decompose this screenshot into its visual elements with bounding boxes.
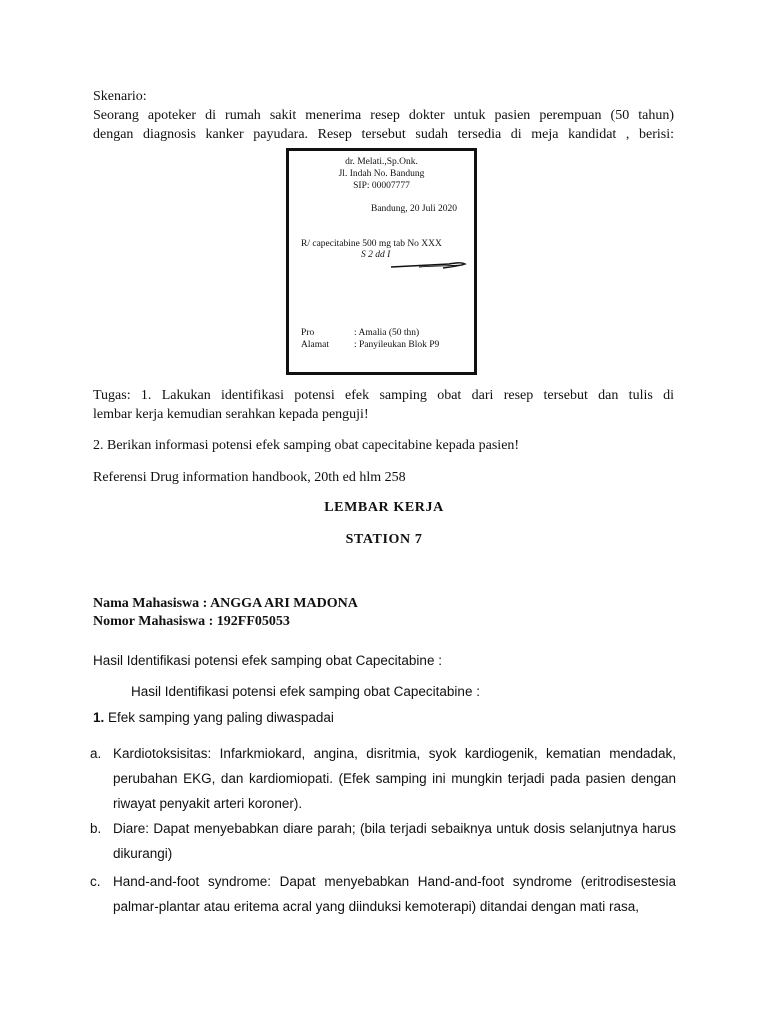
list-marker: b.	[90, 821, 102, 836]
list-marker: c.	[90, 874, 101, 889]
scenario-line-1: Seorang apoteker di rumah sakit menerima resep dokter untuk pasien perempuan (50 tahun)	[93, 108, 674, 123]
worksheet-title: LEMBAR KERJA	[324, 500, 444, 515]
patient-pro-value: : Amalia (50 thn)	[354, 328, 420, 338]
results-heading-2: Hasil Identifikasi potensi efek samping obat Capecitabine :	[131, 684, 480, 699]
list-item-text: Diare: Dapat menyebabkan diare parah; (bila terjadi sebaiknya untuk dosis selanjutnya harus dikurangi)	[113, 821, 676, 861]
list-marker: a.	[90, 746, 102, 761]
prescription-signa: S 2 dd I	[361, 250, 391, 260]
student-name-row	[93, 595, 358, 613]
task-1-line-1: Tugas: 1. Lakukan identifikasi potensi efek samping obat dari resep tersebut dan tulis di	[93, 388, 674, 403]
student-name-value: ANGGA ARI MADONA	[210, 596, 358, 611]
section-number: 1.	[93, 710, 105, 725]
section-title: Efek samping yang paling diwaspadai	[104, 710, 334, 725]
patient-pro-label: Pro	[301, 328, 315, 338]
prescription-doctor: dr. Melati.,Sp.Onk.	[345, 157, 418, 167]
student-name-label: Nama Mahasiswa :	[93, 596, 211, 611]
prescription-date: Bandung, 20 Juli 2020	[371, 204, 458, 214]
scenario-line-2: dengan diagnosis kanker payudara. Resep tersebut sudah tersedia di meja kandidat , berisi:	[93, 127, 674, 142]
prescription-box	[286, 148, 477, 375]
list-item-text: Kardiotoksisitas: Infarkmiokard, angina, disritmia, syok kardiogenik, kematian mendadak, perubahan EKG, dan kardiomiopati. (Efek samping ini mungkin terjadi pada pasien dengan riwayat penyakit arteri koroner).	[113, 746, 676, 811]
reference: Referensi Drug information handbook, 20th ed hlm 258	[93, 470, 406, 485]
section-1-title-row	[93, 710, 334, 725]
prescription-rx-line: R/ capecitabine 500 mg tab No XXX	[301, 239, 442, 249]
patient-alamat-value: : Panyileukan Blok P9	[354, 340, 440, 350]
list-item-text: Hand-and-foot syndrome: Dapat menyebabkan Hand-and-foot syndrome (eritrodisestesia palmar-plantar atau eritema acral yang diinduksi kemoterapi) ditandai dengan mati rasa,	[113, 874, 676, 914]
prescription-address: Jl. Indah No. Bandung	[338, 169, 425, 179]
student-number-label: Nomor Mahasiswa :	[93, 614, 217, 629]
prescription-sip: SIP: 00007777	[353, 181, 410, 191]
patient-alamat-label: Alamat	[301, 340, 329, 350]
station-title: STATION 7	[345, 532, 423, 547]
scenario-label: Skenario:	[93, 89, 147, 104]
task-1-line-2: lembar kerja kemudian serahkan kepada penguji!	[93, 407, 369, 422]
results-heading-1: Hasil Identifikasi potensi efek samping obat Capecitabine :	[93, 653, 442, 668]
signature-scribble	[389, 258, 469, 272]
student-number-value: 192FF05053	[216, 614, 290, 629]
student-number-row	[93, 613, 290, 631]
task-2: 2. Berikan informasi potensi efek samping obat capecitabine kepada pasien!	[93, 438, 520, 453]
